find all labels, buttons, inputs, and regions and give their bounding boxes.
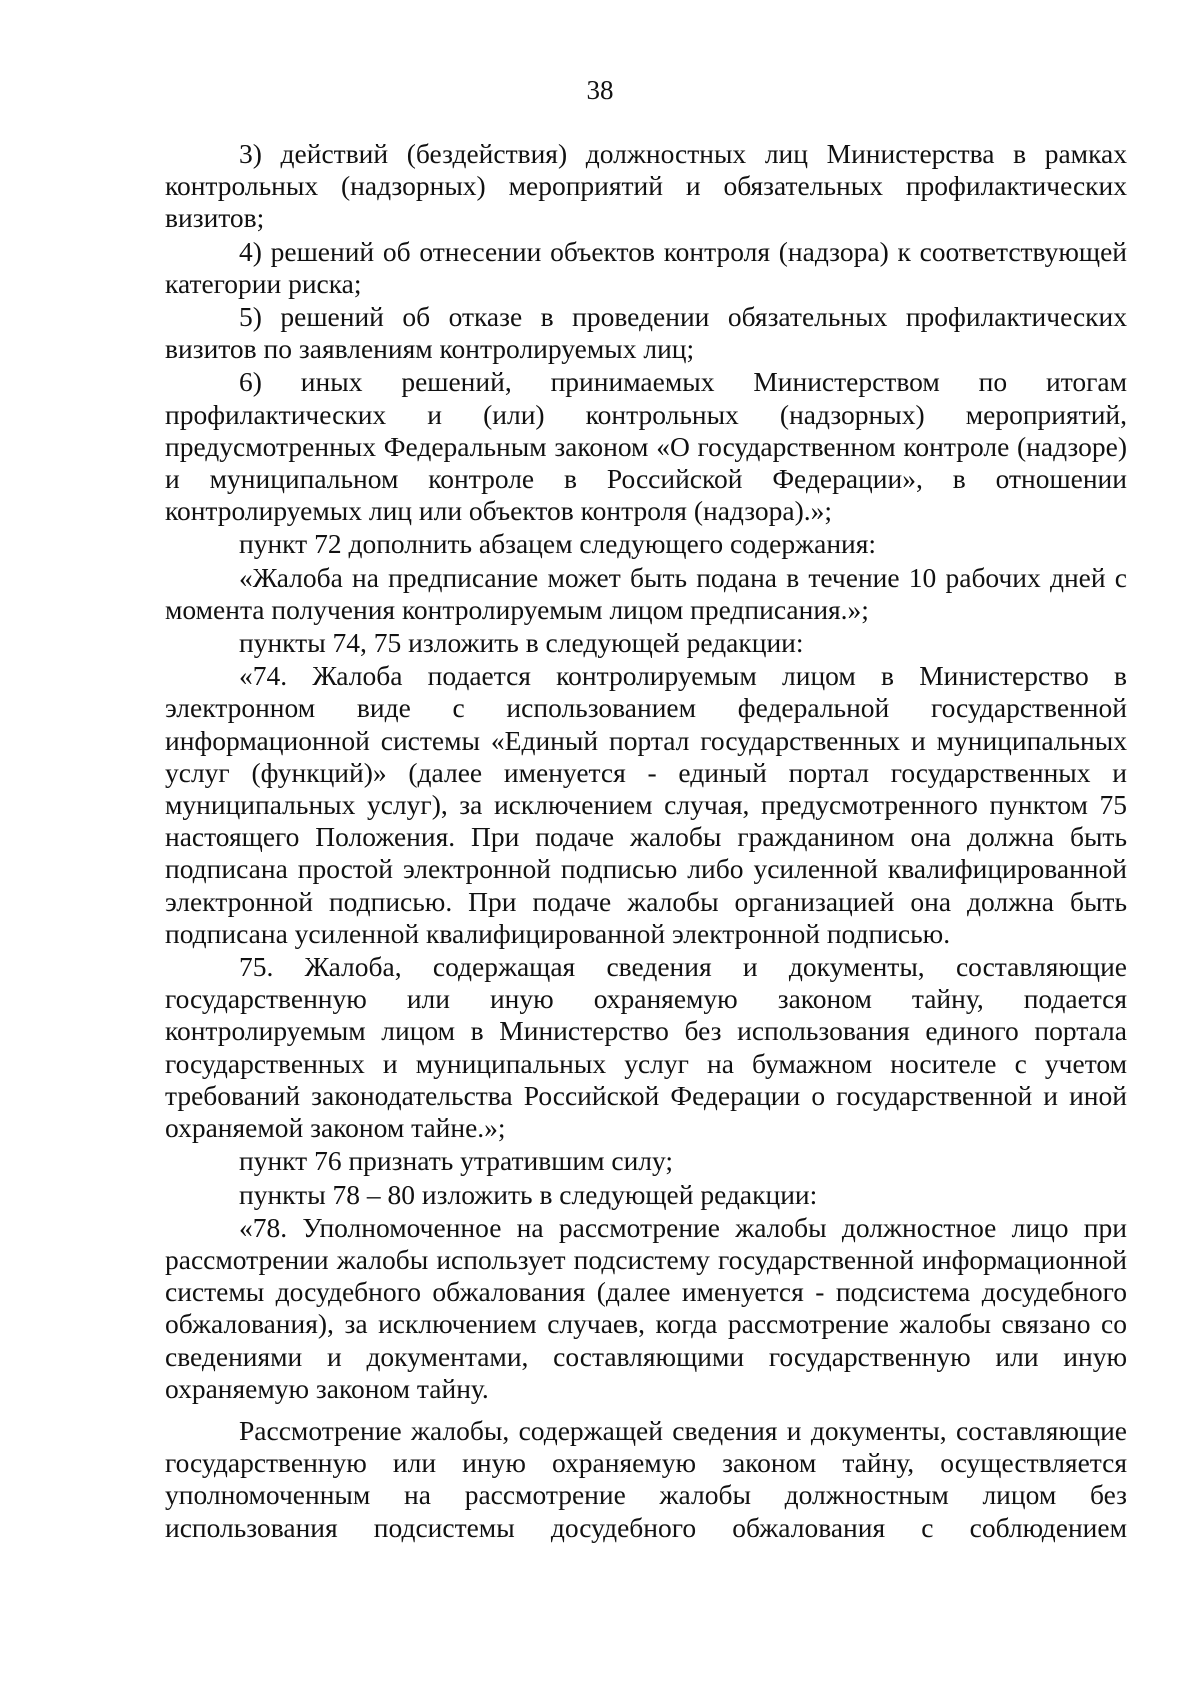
paragraph-item-3: 3) действий (бездействия) должностных лиц Министерства в рамках контрольных (надзорных) мероприятий и обязательных профилактических визитов; — [165, 138, 1127, 234]
page-number: 38 — [586, 75, 614, 105]
paragraph-item-5: 5) решений об отказе в проведении обязательных профилактических визитов по заявлениям контролируемых лиц; — [165, 301, 1127, 365]
paragraph-clause-74: «74. Жалоба подается контролируемым лицом в Министерство в электронном виде с использованием федеральной государственной информационной системы «Единый портал государственных и муниципальных услуг (функций)» (далее именуется - единый портал государственных и муниципальных услуг), за исключением случая, предусмотренного пунктом 75 настоящего Положения. При подаче жалобы гражданином она должна быть подписана простой электронной подписью либо усиленной квалифицированной электронной подписью. При подаче жалобы организацией она должна быть подписана усиленной квалифицированной электронной подписью. — [165, 660, 1127, 949]
paragraph-repeal-76: пункт 76 признать утратившим силу; — [239, 1145, 674, 1177]
paragraph-complaint-deadline: «Жалоба на предписание может быть подана в течение 10 рабочих дней с момента получения контролируемым лицом предписания.»; — [165, 561, 1127, 625]
paragraph-item-4: 4) решений об отнесении объектов контроля (надзора) к соответствующей категории риска; — [165, 235, 1127, 299]
paragraph-review-secret: Рассмотрение жалобы, содержащей сведения и документы, составляющие государственную или иную охраняемую законом тайну, осуществляется уполномоченным на рассмотрение жалобы должностным лицом без использования подсистемы досудебного обжалования с соблюдением — [165, 1414, 1127, 1543]
paragraph-clause-78: «78. Уполномоченное на рассмотрение жалобы должностное лицо при рассмотрении жалобы использует подсистему государственной информационной системы досудебного обжалования (далее именуется - подсистема досудебного обжалования), за исключением случаев, когда рассмотрение жалобы связано со сведениями и документами, составляющими государственную или иную охраняемую законом тайну. — [165, 1211, 1127, 1404]
paragraph-clause-75: 75. Жалоба, содержащая сведения и документы, составляющие государственную или иную охраняемую законом тайну, подается контролируемым лицом в Министерство без использования единого портала государственных и муниципальных услуг на бумажном носителе с учетом требований законодательства Российской Федерации о государственной и иной охраняемой законом тайне.»; — [165, 951, 1127, 1144]
paragraph-amend-74-75: пункты 74, 75 изложить в следующей редакции: — [239, 627, 804, 659]
paragraph-item-6: 6) иных решений, принимаемых Министерством по итогам профилактических и (или) контрольных (надзорных) мероприятий, предусмотренных Федеральным законом «О государственном контроле (надзоре) и муниципальном контроле в Российской Федерации», в отношении контролируемых лиц или объектов контроля (надзора).»; — [165, 366, 1127, 527]
paragraph-amend-72: пункт 72 дополнить абзацем следующего содержания: — [239, 528, 877, 560]
paragraph-amend-78-80: пункты 78 – 80 изложить в следующей редакции: — [239, 1178, 818, 1210]
document-body — [165, 138, 1127, 1545]
